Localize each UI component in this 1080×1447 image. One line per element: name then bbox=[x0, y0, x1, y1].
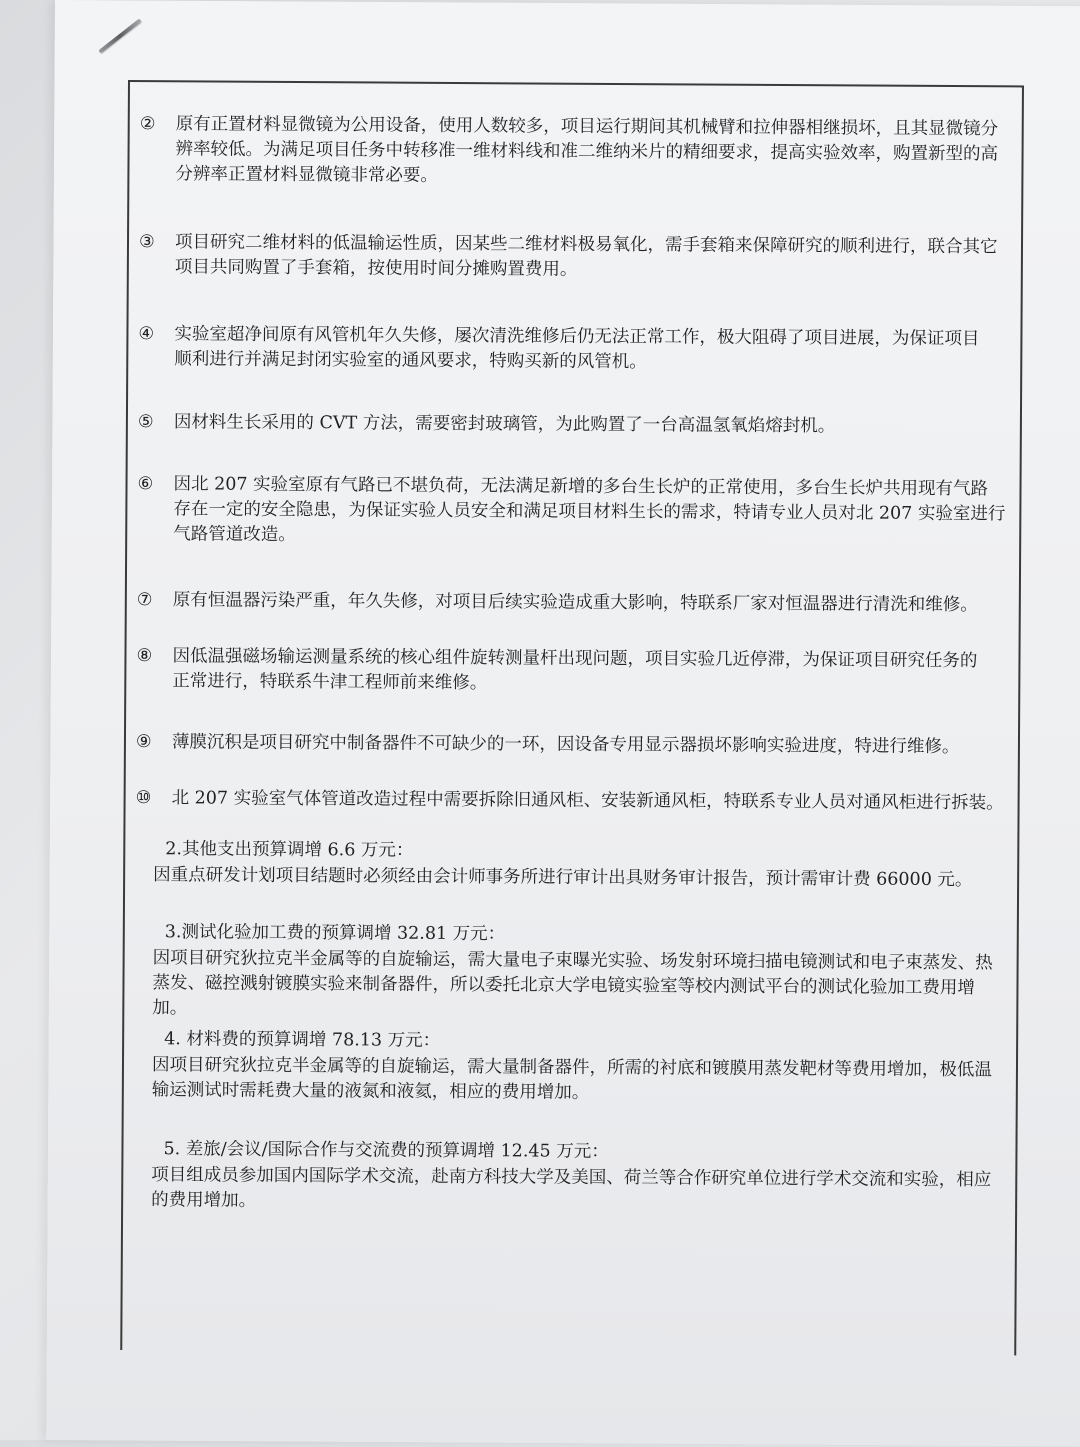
section-body: 因重点研发计划项目结题时必须经由会计师事务所进行审计出具财务审计报告，预计需审计费 66000 元。 bbox=[153, 865, 973, 891]
section-title: 2.其他支出预算调增 6.6 万元： bbox=[165, 839, 414, 861]
item-text-continuation: 顺利进行并满足封闭实验室的通风要求，特购买新的风管机。 bbox=[174, 349, 647, 373]
section-title: 4. 材料费的预算调增 78.13 万元： bbox=[164, 1029, 441, 1051]
item-text-continuation: 正常进行，特联系牛津工程师前来维修。 bbox=[172, 671, 488, 694]
document-content bbox=[122, 82, 1022, 1355]
item-text-first-line: 北 207 实验室气体管道改造过程中需要拆除旧通风柜、安装新通风柜，特联系专业人员对通风柜进行拆装。 bbox=[171, 788, 1004, 814]
list-item bbox=[139, 230, 1011, 285]
item-text-first-line: 薄膜沉积是项目研究中制备器件不可缺少的一环，因设备专用显示器损坏影响实验进度，特进行维修。 bbox=[171, 732, 960, 758]
item-text-continuation: 存在一定的安全隐患，为保证实验人员安全和满足项目材料生长的需求，特请专业人员对北 207 实验室进行气路管道改造。 bbox=[173, 499, 1006, 546]
item-text-first-line: 因材料生长采用的 CVT 方法，需要密封玻璃管，为此购置了一台高温氢氧焰熔封机。 bbox=[173, 412, 836, 437]
item-text-continuation: 辨率较低。为满足项目任务中转移准一维材料线和准二维纳米片的精细要求，提高实验效率，购置新型的高分辨率正置材料显微镜非常必要。 bbox=[175, 139, 999, 186]
list-item bbox=[137, 588, 1009, 618]
section-body: 因项目研究狄拉克半金属等的自旋输运，需大量制备器件，所需的衬底和镀膜用蒸发靶材等费用增加，极低温输运测试时需耗费大量的液氮和液氦，相应的费用增加。 bbox=[151, 1055, 993, 1103]
item-number: ⑥ bbox=[137, 474, 154, 495]
item-text-continuation: 项目共同购置了手套箱，按使用时间分摊购置费用。 bbox=[174, 257, 578, 280]
item-text-first-line: 原有恒温器污染严重，年久失修，对项目后续实验造成重大影响，特联系厂家对恒温器进行清洗和维修。 bbox=[172, 590, 978, 616]
item-number: ⑨ bbox=[135, 732, 152, 753]
item-number: ⑦ bbox=[136, 590, 153, 611]
item-text-first-line: 项目研究二维材料的低温输运性质，因某些二维材料极易氧化，需手套箱来保障研究的顺利进行，联合其它 bbox=[174, 232, 998, 258]
document-frame bbox=[120, 80, 1024, 1355]
list-item bbox=[138, 410, 1010, 440]
item-number: ② bbox=[139, 114, 156, 135]
item-number: ④ bbox=[138, 324, 155, 345]
item-number: ⑧ bbox=[136, 646, 153, 667]
item-number: ③ bbox=[138, 232, 155, 253]
item-text-first-line: 实验室超净间原有风管机年久失修，屡次清洗维修后仍无法正常工作，极大阻碍了项目进展，为保证项目 bbox=[174, 324, 980, 350]
list-item bbox=[136, 730, 1008, 760]
list-item bbox=[136, 644, 1008, 699]
item-number: ⑤ bbox=[137, 412, 154, 433]
section-body: 因项目研究狄拉克半金属等的自旋输运，需大量电子束曝光实验、场发射环境扫描电镜测试和电子束蒸发、热蒸发、磁控溅射镀膜实验来制备器件，所以委托北京大学电镜实验室等校内测试平台的测试化验加工费用增加。 bbox=[152, 948, 993, 1019]
section-title: 3.测试化验加工费的预算调增 32.81 万元： bbox=[164, 922, 506, 945]
list-item bbox=[139, 112, 1011, 192]
list-item bbox=[138, 322, 1010, 377]
item-text-first-line: 原有正置材料显微镜为公用设备，使用人数较多，项目运行期间其机械臂和拉伸器相继损坏，且其显微镜分 bbox=[175, 114, 999, 140]
section-title: 5. 差旅/会议/国际合作与交流费的预算调增 12.45 万元： bbox=[163, 1139, 609, 1162]
list-item bbox=[137, 472, 1009, 552]
list-item bbox=[136, 786, 1008, 816]
item-number: ⑩ bbox=[135, 788, 152, 809]
item-text-first-line: 因低温强磁场输运测量系统的核心组件旋转测量杆出现问题，项目实验几近停滞，为保证项目研究任务的 bbox=[172, 646, 978, 672]
item-text-first-line: 因北 207 实验室原有气路已不堪负荷，无法满足新增的多台生长炉的正常使用，多台生长炉共用现有气路 bbox=[173, 474, 989, 500]
section-body: 项目组成员参加国内国际学术交流，赴南方科技大学及美国、荷兰等合作研究单位进行学术交流和实验，相应的费用增加。 bbox=[151, 1165, 992, 1211]
